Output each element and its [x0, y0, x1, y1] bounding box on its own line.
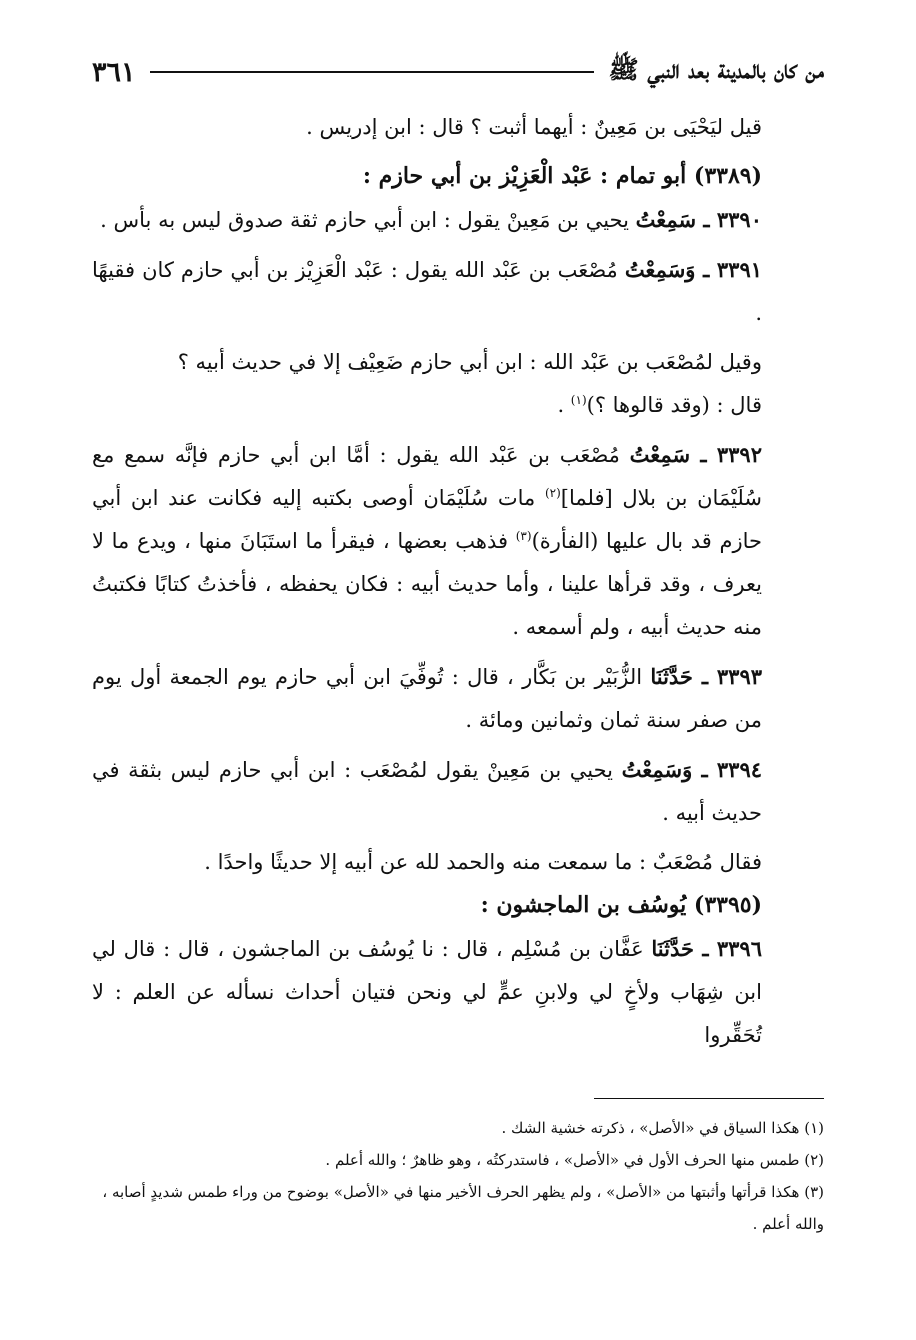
chapter-heading: (٣٣٩٥) يُوسُف بن الماجشون : — [480, 892, 762, 918]
text-line: قال : (وقد قالوها ؟)$^{(١)}$ . — [557, 393, 762, 417]
narration-entry: ٣٣٩٦ ـ حَدَّثَنَا عَفَّان بن مُسْلِم ، قال : نا يُوسُف بن الماجشون ، قال : قال لي ابن شِهَاب ولأخٍ لي ولابنِ عمٍّ لي ونحن فتيان أحداث نسأله عن العلم : لا تُحَقِّروا — [92, 936, 762, 1047]
entry-lead: ٣٣٩١ ـ وَسَمِعْتُ — [624, 257, 763, 282]
footnote-marker: (٢) — [544, 486, 561, 500]
footnote-separator — [594, 1098, 824, 1099]
page-number: ٣٦١ — [92, 56, 136, 88]
entry-lead: ٣٣٩٤ ـ وَسَمِعْتُ — [621, 757, 763, 782]
footnote-marker: (٣) — [515, 529, 532, 543]
header-rule — [150, 71, 595, 73]
footnote: (١) هكذا السياق في «الأصل» ، ذكرته خشية الشك . — [501, 1119, 824, 1137]
entry-lead: ٣٣٩٣ ـ حَدَّثَنَا — [650, 664, 763, 689]
chapter-heading: (٣٣٨٩) أبو تمام : عَبْد الْعَزِيْز بن أبي حازم : — [362, 163, 762, 189]
text-line: وقيل لمُصْعَب بن عَبْد الله : ابن أبي حازم ضَعِيْف إلا في حديث أبيه ؟ — [177, 350, 762, 374]
page-header — [92, 44, 824, 100]
text-line: قيل ليَحْيَى بن مَعِينٌ : أيهما أثبت ؟ قال : ابن إدريس . — [306, 115, 762, 139]
footnote-marker: (١) — [570, 393, 587, 407]
entry-lead: ٣٣٩٠ ـ سَمِعْتُ — [635, 207, 762, 232]
footnote: (٣) هكذا قرأتها وأثبتها من «الأصل» ، ولم يظهر الحرف الأخير منها في «الأصل» بوضوح من وراء طمس شديدٍ أصابه ، والله أعلم . — [102, 1183, 824, 1233]
narration-entry: ٣٣٩٢ ـ سَمِعْتُ مُصْعَب بن عَبْد الله يقول : أمَّا ابن أبي حازم فإنَّه سمع مع سُلَيْمَان بن بلال [فلما]$^{(٢)}$ مات سُلَيْمَان أوصى بكتبه إليه فكانت عند ابن أبي حازم قد بال عليها (الفأرة)$^{(٣)}$ فذهب بعضها ، فيقرأ ما استَبَانَ منها ، ويدع ما لا يعرف ، وقد قرأها علينا ، وأما حديث أبيه : فكان يحفظه ، فأخذتُ كتابًا فكتبتُ منه حديث أبيه ، ولم أسمعه . — [92, 442, 762, 639]
footnotes — [92, 1112, 824, 1240]
main-text — [92, 106, 824, 1057]
narration-entry: ٣٣٩٠ ـ سَمِعْتُ يحيي بن مَعِينْ يقول : ابن أبي حازم ثقة صدوق ليس به بأس . — [100, 207, 762, 232]
entry-lead: ٣٣٩٢ ـ سَمِعْتُ — [629, 442, 762, 467]
text-line: فقال مُصْعَبٌ : ما سمعت منه والحمد لله عن أبيه إلا حديثًا واحدًا . — [204, 850, 762, 874]
narration-entry: ٣٣٩١ ـ وَسَمِعْتُ مُصْعَب بن عَبْد الله يقول : عَبْد الْعَزِيْز بن أبي حازم كان فقيهًا . — [92, 257, 763, 325]
footnote: (٢) طمس منها الحرف الأول في «الأصل» ، فاستدركتُه ، وهو ظاهرٌ ؛ والله أعلم . — [325, 1151, 824, 1169]
running-title: من كان بالمدينة بعد النبي ﷺ — [608, 54, 824, 84]
narration-entry: ٣٣٩٤ ـ وَسَمِعْتُ يحيي بن مَعِينْ يقول لمُصْعَب : ابن أبي حازم ليس بثقة في حديث أبيه . — [92, 757, 763, 825]
narration-entry: ٣٣٩٣ ـ حَدَّثَنَا الزُّبَيْر بن بَكَّار ، قال : تُوفِّيَ ابن أبي حازم يوم الجمعة أول يوم من صفر سنة ثمان وثمانين ومائة . — [92, 664, 763, 732]
entry-lead: ٣٣٩٦ ـ حَدَّثَنَا — [651, 936, 762, 961]
